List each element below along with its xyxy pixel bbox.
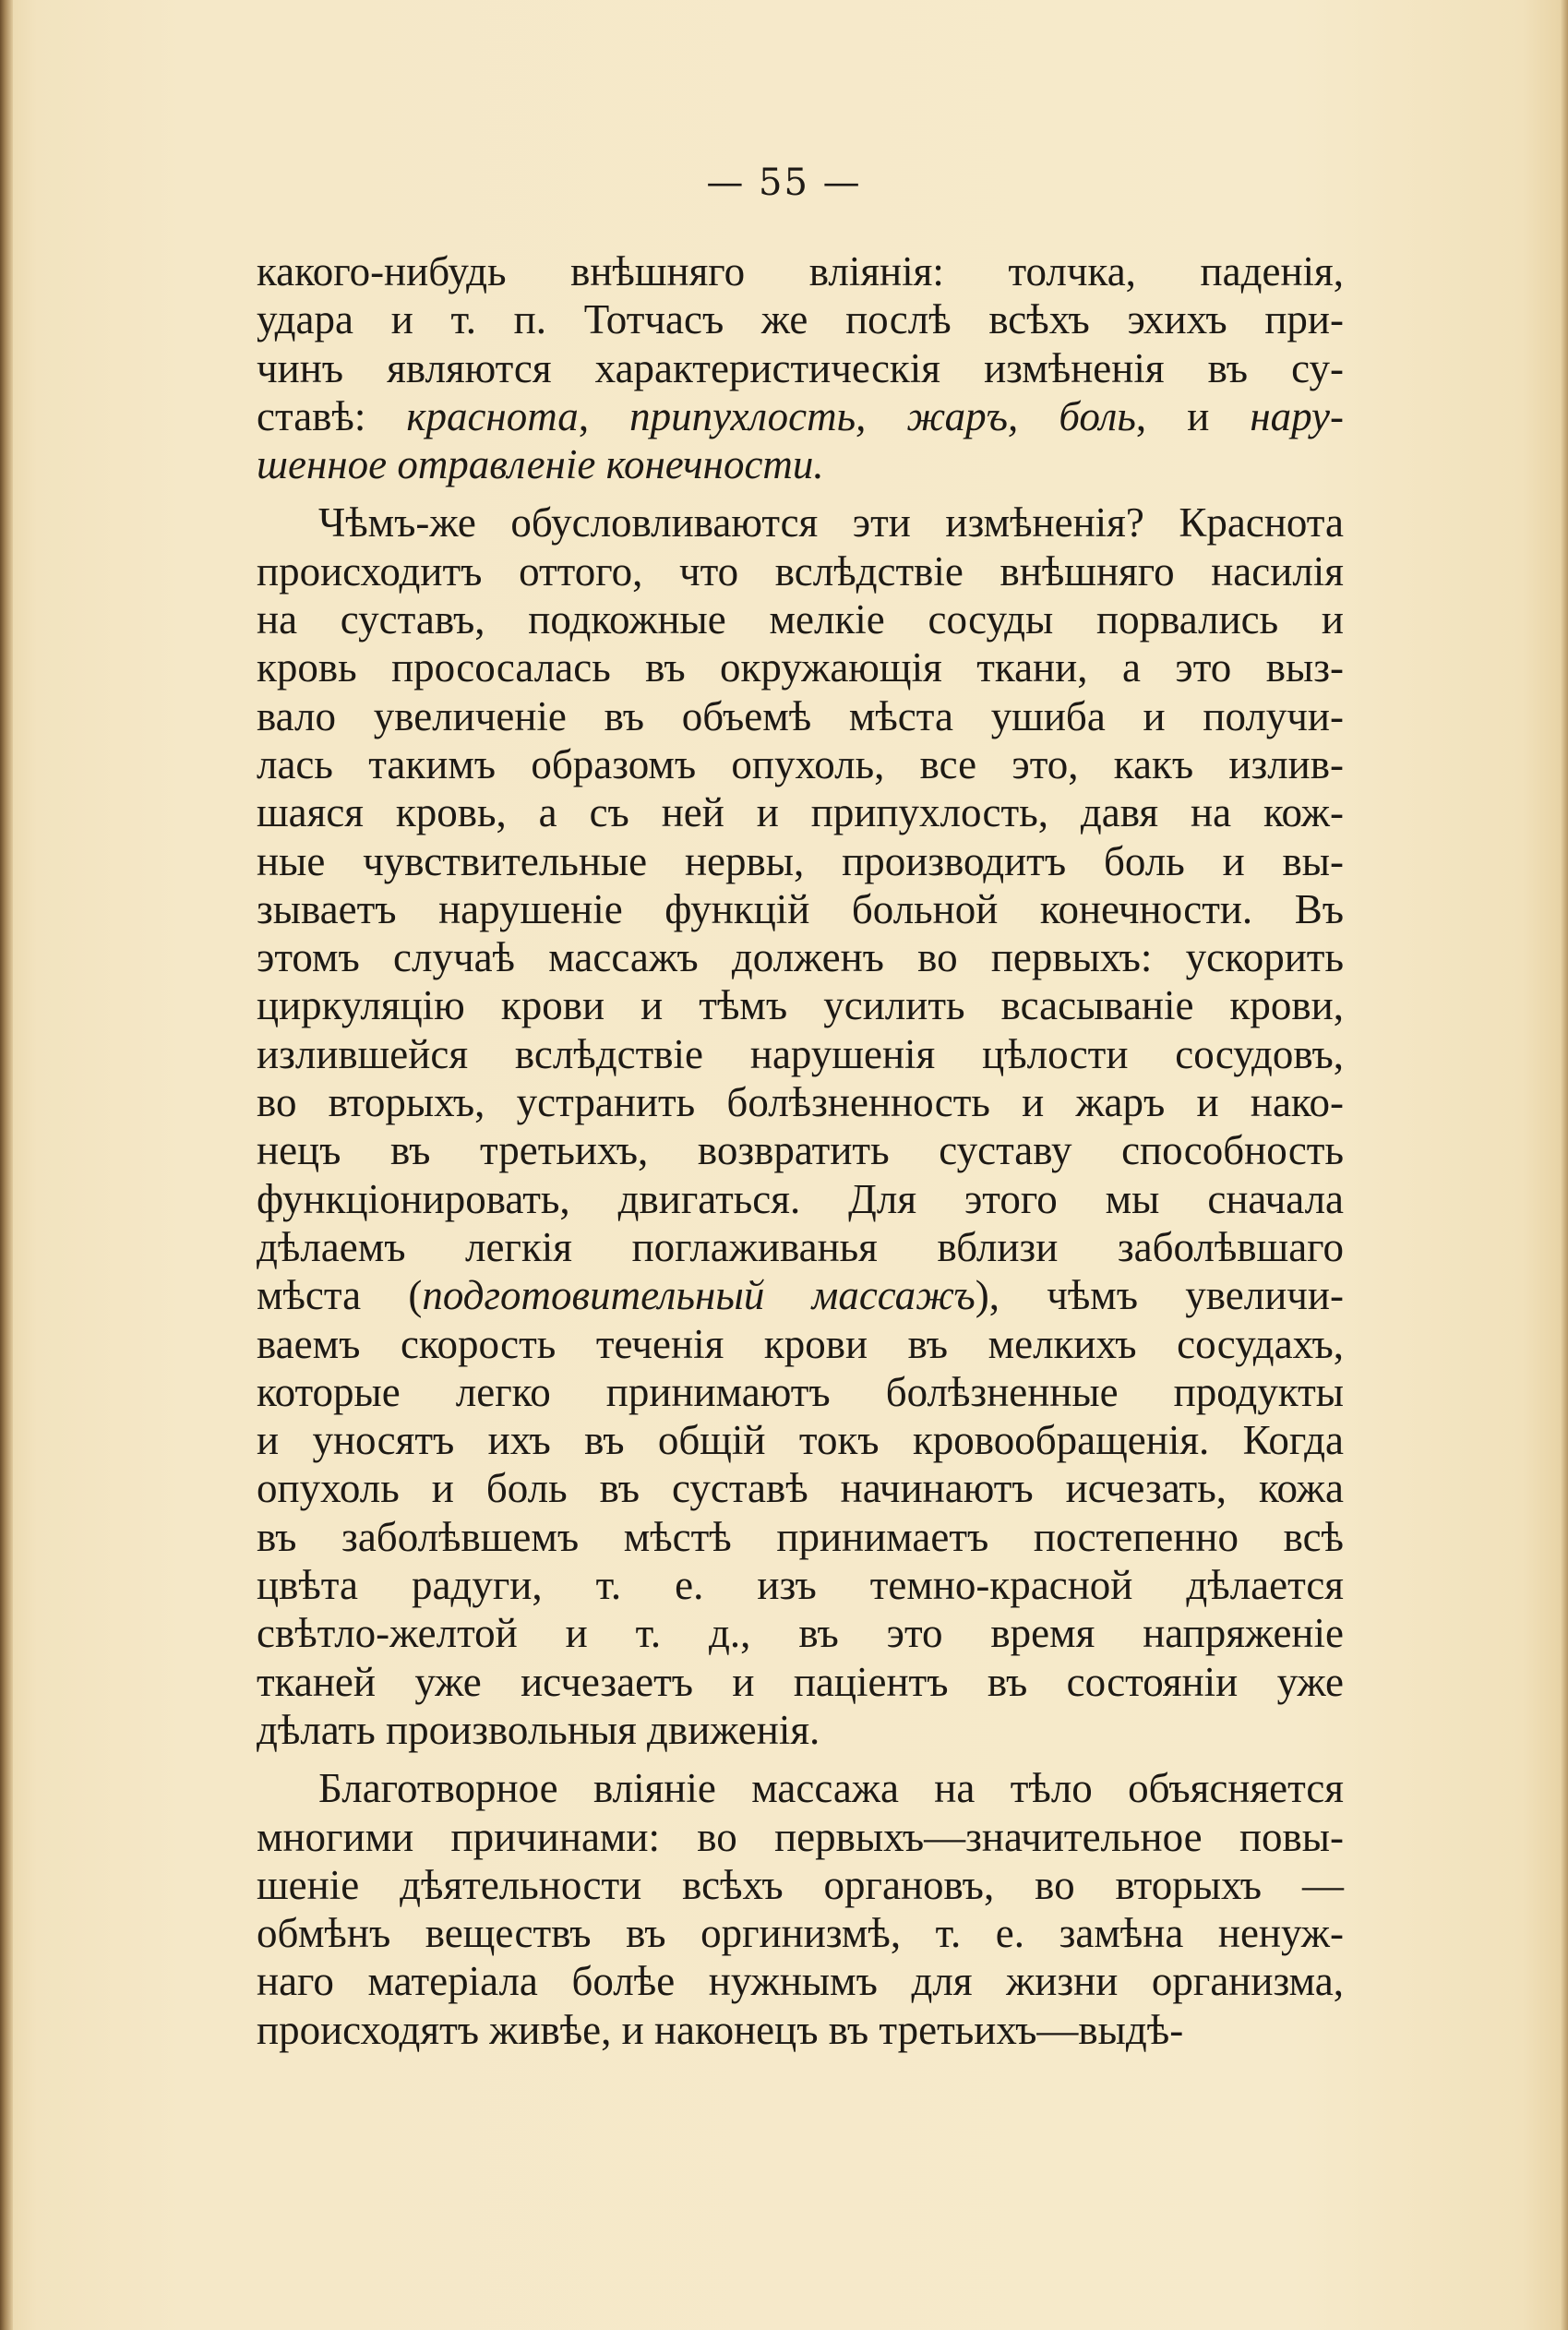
text-line (257, 1658, 1344, 1706)
paragraph (257, 1764, 1344, 2054)
text-line (257, 1813, 1344, 1861)
text-span: во вторыхъ, устранить болѣзненность и жаръ и нако- (257, 1079, 1344, 1126)
text-span: ставѣ: (257, 392, 407, 439)
text-line (257, 1464, 1344, 1512)
text-line (257, 295, 1344, 343)
text-line (257, 885, 1344, 933)
text-span: которые легко принимаютъ болѣзненные продукты (257, 1368, 1344, 1415)
italic-text: припухлость, (629, 392, 867, 439)
text-line (257, 643, 1344, 691)
italic-text: нару- (1250, 392, 1345, 439)
text-line (257, 1175, 1344, 1223)
text-span: функціонировать, двигаться. Для этого мы сначала (257, 1175, 1344, 1222)
text-span: зываетъ нарушеніе функцій больной конечности. Въ (257, 885, 1344, 932)
italic-text: боль (1059, 392, 1136, 439)
text-span: лась такимъ образомъ опухоль, все это, какъ излив- (257, 740, 1344, 787)
text-span: обмѣнъ веществъ въ оргинизмѣ, т. е. замѣна ненуж- (257, 1910, 1344, 1957)
text-span: тканей уже исчезаетъ и паціентъ въ состояніи уже (257, 1658, 1344, 1705)
text-span: многими причинами: во первыхъ—значительное повы- (257, 1813, 1344, 1860)
text-line (257, 933, 1344, 981)
text-line (257, 837, 1344, 885)
text-line (257, 498, 1344, 546)
text-line (257, 1030, 1344, 1078)
text-span: ), чѣмъ увеличи- (975, 1272, 1344, 1319)
text-span: шаяся кровь, а съ ней и припухлость, давя на кож- (257, 789, 1344, 836)
text-line (257, 1320, 1344, 1368)
text-line (257, 1609, 1344, 1657)
text-span: на суставъ, подкожные мелкіе сосуды порвались и (257, 596, 1344, 643)
text-line (257, 247, 1344, 295)
text-span: излившейся вслѣдствіе нарушенія цѣлости сосудовъ, (257, 1030, 1344, 1077)
text-span: въ заболѣвшемъ мѣстѣ принимаетъ постепенно всѣ (257, 1513, 1344, 1560)
text-line (257, 1861, 1344, 1909)
body-text (257, 247, 1344, 2054)
text-span: Благотворное вліяніе массажа на тѣло объясняется (318, 1765, 1344, 1812)
text-span: , (578, 392, 630, 439)
text-line (257, 788, 1344, 836)
text-span: дѣлать произвольныя движенія. (257, 1706, 820, 1753)
text-span: нецъ въ третьихъ, возвратить суставу способность (257, 1127, 1344, 1174)
text-line (257, 1764, 1344, 1812)
text-span: опухоль и боль въ суставѣ начинаютъ исчезать, кожа (257, 1465, 1344, 1512)
italic-text: шенное отравленіе конечности. (257, 441, 824, 488)
text-span: вало увеличеніе въ объемѣ мѣста ушиба и получи- (257, 692, 1344, 739)
text-line (257, 740, 1344, 788)
text-span: мѣста ( (257, 1272, 423, 1319)
text-line (257, 1706, 1344, 1754)
text-span: ные чувствительные нервы, производитъ боль и вы- (257, 837, 1344, 884)
text-line (257, 1909, 1344, 1957)
paragraph (257, 498, 1344, 1754)
text-line (257, 1561, 1344, 1609)
text-span: какого-нибудь внѣшняго вліянія: толчка, паденія, (257, 248, 1344, 294)
text-line (257, 1416, 1344, 1464)
text-span: Чѣмъ-же обусловливаются эти измѣненія? Краснота (318, 499, 1344, 546)
text-span: , и (1135, 392, 1251, 439)
text-span: кровь прососалась въ окружающія ткани, а это выз- (257, 644, 1344, 691)
text-line (257, 392, 1344, 440)
text-span: удара и т. п. Тотчасъ же послѣ всѣхъ эхихъ при- (257, 296, 1344, 343)
italic-text: краснота (406, 392, 579, 439)
page-edge (1561, 0, 1568, 2330)
text-span: чинъ являются характеристическія измѣненія въ су- (257, 344, 1344, 391)
text-line (257, 1126, 1344, 1174)
text-span: циркуляцію крови и тѣмъ усилить всасываніе крови, (257, 982, 1344, 1029)
page-number: — 55 — (706, 162, 862, 204)
text-span: свѣтло-желтой и т. д., въ это время напряженіе (257, 1610, 1344, 1657)
text-span: дѣлаемъ легкія поглаживанья вблизи заболѣвшаго (257, 1223, 1344, 1270)
text-span (1018, 393, 1059, 439)
text-line (257, 1513, 1344, 1561)
text-line (257, 2006, 1344, 2054)
text-line (257, 1271, 1344, 1319)
paragraph (257, 247, 1344, 488)
text-span: наго матеріала болѣе нужнымъ для жизни организма, (257, 1958, 1344, 2005)
text-span: цвѣта радуги, т. е. изъ темно-красной дѣлается (257, 1562, 1344, 1609)
text-span: шеніе дѣятельности всѣхъ органовъ, во вторыхъ — (257, 1861, 1344, 1908)
text-line (257, 1078, 1344, 1126)
text-span: происходятъ живѣе, и наконецъ въ третьихъ—выдѣ- (257, 2006, 1184, 2053)
text-line (257, 692, 1344, 740)
text-line (257, 595, 1344, 643)
text-line (257, 344, 1344, 392)
paragraph-gap (257, 488, 1344, 498)
binding-edge (0, 0, 13, 2330)
text-line (257, 1957, 1344, 2005)
text-line (257, 1223, 1344, 1271)
text-span: происходитъ оттого, что вслѣдствіе внѣшняго насилія (257, 547, 1344, 595)
text-span (866, 393, 906, 439)
text-line (257, 440, 1344, 488)
paragraph-gap (257, 1754, 1344, 1764)
text-line (257, 981, 1344, 1029)
italic-text: подготовительный массажъ (422, 1272, 976, 1319)
italic-text: жаръ, (906, 392, 1019, 439)
text-line (257, 547, 1344, 595)
text-span: ваемъ скорость теченія крови въ мелкихъ сосудахъ, (257, 1320, 1344, 1367)
text-line (257, 1368, 1344, 1416)
text-span: этомъ случаѣ массажъ долженъ во первыхъ: ускорить (257, 934, 1344, 981)
text-span: и уносятъ ихъ въ общій токъ кровообращенія. Когда (257, 1417, 1344, 1464)
